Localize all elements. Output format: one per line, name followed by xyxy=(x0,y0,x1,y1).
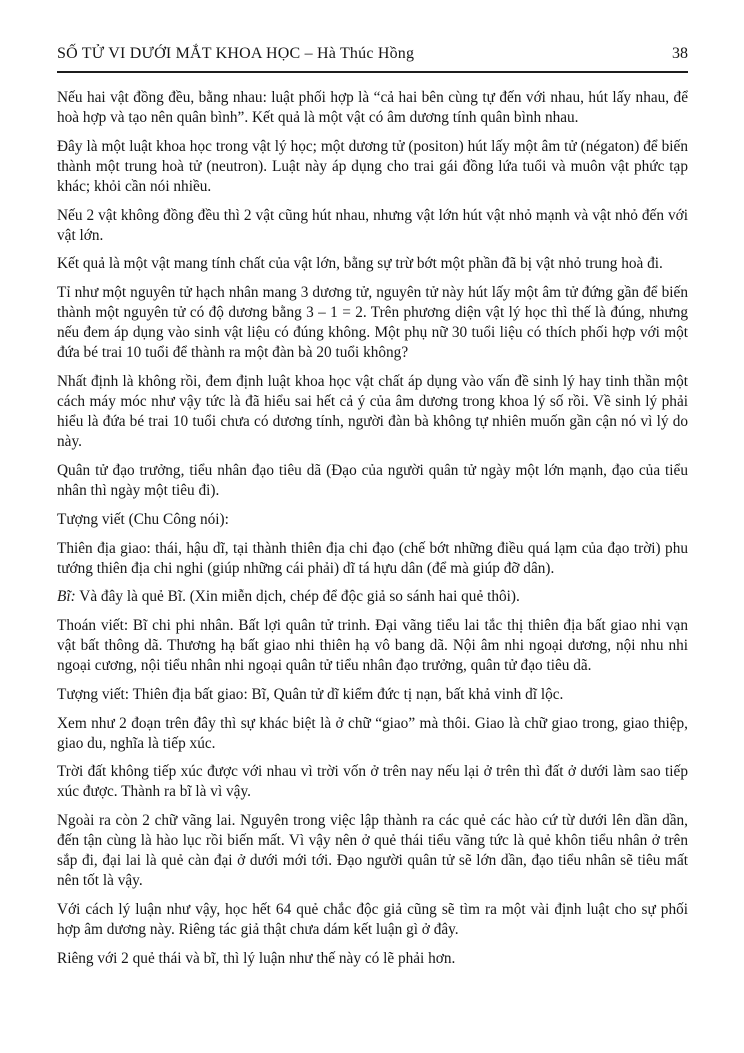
paragraph: Với cách lý luận như vậy, học hết 64 quẻ chắc độc giả cũng sẽ tìm ra một vài định luật cho sự phối hợp âm dương này. Riêng tác giả thật chưa dám kết luận gì ở đây. xyxy=(57,901,688,939)
paragraph: Trời đất không tiếp xúc được với nhau vì trời vốn ở trên nay nếu lại ở trên thì đất ở dưới làm sao tiếp xúc được. Thành ra bĩ là vì vậy. xyxy=(57,763,688,801)
paragraph xyxy=(57,587,688,607)
paragraph: Thiên địa giao: thái, hậu dĩ, tại thành thiên địa chi đạo (chế bớt những điều quá lạm của đạo trời) phu tướng thiên địa chi nghi (giúp những cái phải) dĩ tá hựu dân (để mà giúp đỡ dân). xyxy=(57,539,688,577)
page-header xyxy=(57,44,688,73)
paragraph: Nếu 2 vật không đồng đều thì 2 vật cũng hút nhau, nhưng vật lớn hút vật nhỏ mạnh và vật nhỏ đến với vật lớn. xyxy=(57,206,688,244)
paragraph-text: Và đây là quẻ Bĩ. (Xin miễn dịch, chép để độc giả so sánh hai quẻ thôi). xyxy=(79,588,520,606)
page-body xyxy=(57,88,688,969)
paragraph: Ngoài ra còn 2 chữ vãng lai. Nguyên trong việc lập thành ra các quẻ các hào cứ từ dưới lên dần dần, đến tận cùng là hào lục rồi biến mất. Vì vậy nên ở quẻ thái tiểu vãng tức là quẻ khôn tiểu nhân ở trên sắp đi, đại lai là quẻ càn đại ở dưới mới tới. Đạo người quân tử sẽ lớn dần, đạo tiểu nhân sẽ tiêu mất nên tốt là vậy. xyxy=(57,812,688,890)
paragraph: Riêng với 2 quẻ thái và bĩ, thì lý luận như thế này có lẽ phải hơn. xyxy=(57,949,456,967)
paragraph: Quân tử đạo trưởng, tiểu nhân đạo tiêu dã (Đạo của người quân tử ngày một lớn mạnh, đạo của tiểu nhân thì ngày một tiêu đi). xyxy=(57,462,688,500)
paragraph: Tỉ như một nguyên tử hạch nhân mang 3 dương tử, nguyên tử này hút lấy một âm tử đứng gần để biến thành một nguyên tử có độ dương bằng 3 – 1 = 2. Trên phương diện vật lý học thì thế là đúng, nhưng nếu đem áp dụng vào sinh vật liệu có đúng không. Một phụ nữ 30 tuổi liệu có thích phối hợp với một đứa bé trai 10 tuổi để thành ra một đàn bà 20 tuổi không? xyxy=(57,284,688,362)
paragraph: Tượng viết: Thiên địa bất giao: Bĩ, Quân tử dĩ kiểm đức tị nạn, bất khả vinh dĩ lộc. xyxy=(57,685,564,703)
paragraph-lead-italic: Bĩ: xyxy=(57,588,76,606)
paragraph: Xem như 2 đoạn trên đây thì sự khác biệt là ở chữ “giao” mà thôi. Giao là chữ giao trong, giao thiệp, giao du, nghĩa là tiếp xúc. xyxy=(57,714,688,752)
paragraph: Nếu hai vật đồng đều, bằng nhau: luật phối hợp là “cả hai bên cùng tự đến với nhau, hút lấy nhau, để hoà hợp và tạo nên quân bình”. Kết quả là một vật có âm dương tính quân bình nhau. xyxy=(57,89,688,127)
paragraph: Đây là một luật khoa học trong vật lý học; một dương tử (positon) hút lấy một âm tử (négaton) để biến thành một trung hoà tử (neutron). Luật này áp dụng cho trai gái đồng lứa tuổi và muôn vật phức tạp khác; khỏi cần nói nhiều. xyxy=(57,137,688,195)
page-number: 38 xyxy=(672,45,688,62)
paragraph: Tượng viết (Chu Công nói): xyxy=(57,510,229,528)
paragraph: Thoán viết: Bĩ chi phi nhân. Bất lợi quân tử trinh. Đại vãng tiểu lai tắc thị thiên địa bất giao nhi vạn vật bất thông dã. Thương hạ bất giao nhi thiên hạ vô bang dã. Nội âm nhi ngoại dương, nội nhu nhi ngoại cương, nội tiểu nhân nhi ngoại quân tử tiểu nhân đạo trưởng, quân tử đạo tiêu dã. xyxy=(57,617,688,675)
book-title: SỐ TỬ VI DƯỚI MẮT KHOA HỌC – Hà Thúc Hồng xyxy=(57,45,415,62)
paragraph: Nhất định là không rồi, đem định luật khoa học vật chất áp dụng vào vấn đề sinh lý hay tinh thần một cách máy móc như vậy tức là đã hiểu sai hết cả ý của âm dương trong khoa lý số rồi. Về sinh lý phải hiểu là đứa bé trai 10 tuổi chưa có dương tính, người đàn bà không tự nhiên muốn gần cận nó vì lý do này. xyxy=(57,373,688,451)
paragraph: Kết quả là một vật mang tính chất của vật lớn, bằng sự trừ bớt một phần đã bị vật nhỏ trung hoà đi. xyxy=(57,255,663,273)
